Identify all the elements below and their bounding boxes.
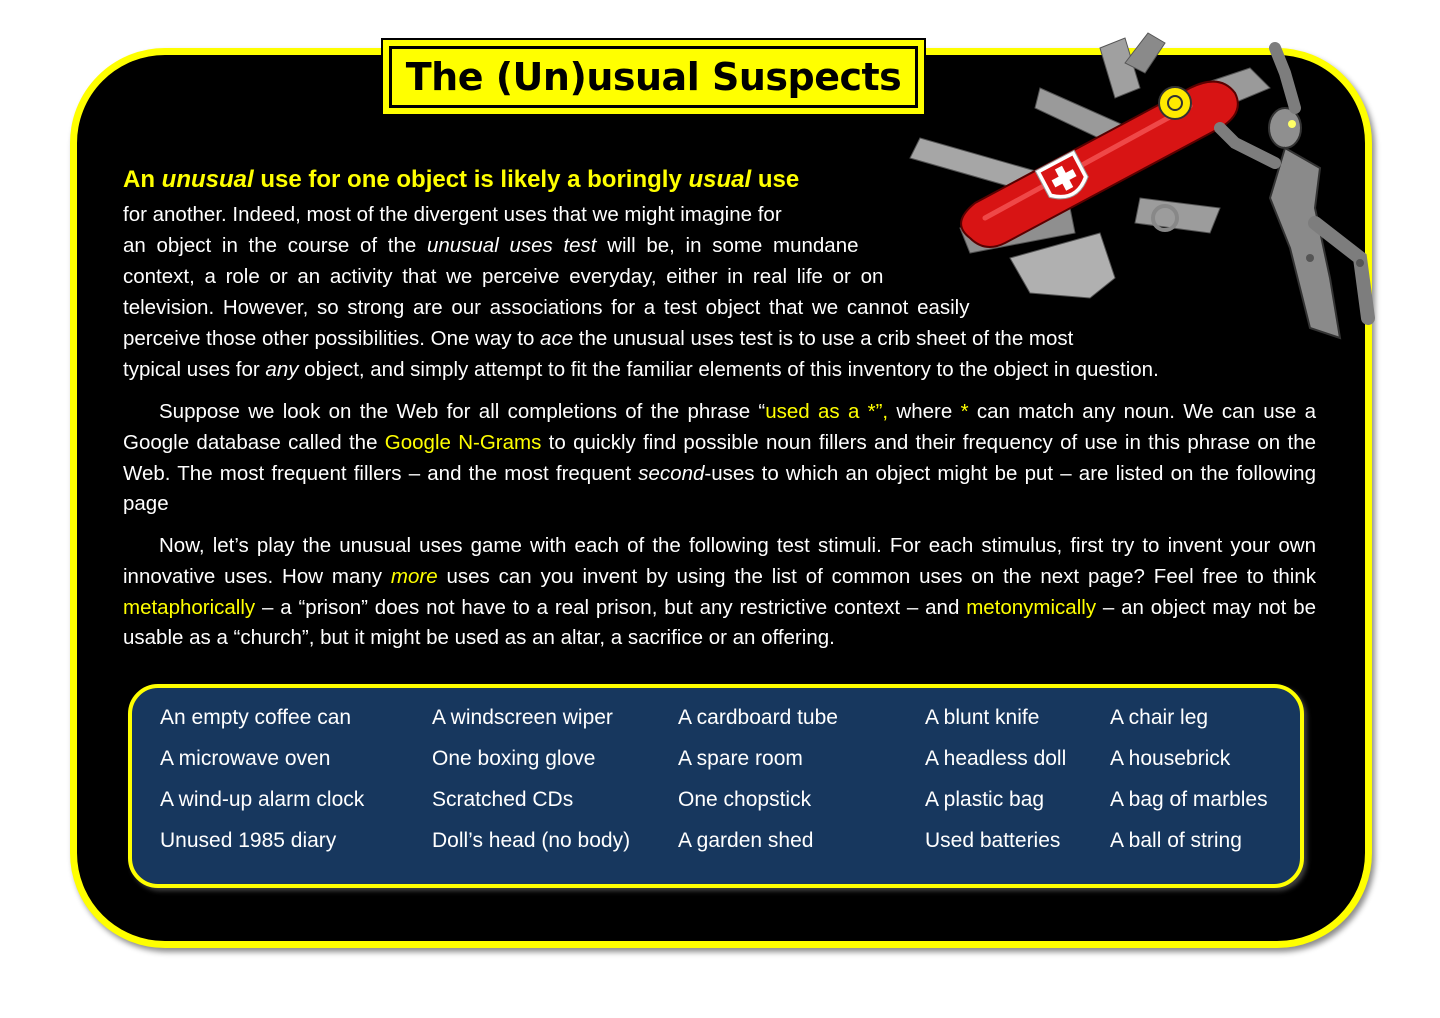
stimulus-item: A plastic bag — [925, 788, 1045, 811]
stimulus-item: A chair leg — [1110, 706, 1209, 729]
stimulus-item: A bag of marbles — [1110, 788, 1268, 811]
stimulus-item: A garden shed — [678, 829, 814, 852]
stimulus-item: A ball of string — [1110, 829, 1242, 852]
intro-line-6: typical uses for any object, and simply attempt to fit the familiar elements of this inventory to the object in question. — [123, 358, 1159, 381]
title-box — [381, 38, 926, 116]
section-heading: An unusual use for one object is likely a boringly usual use — [123, 166, 800, 193]
stimulus-item: Doll’s head (no body) — [432, 829, 631, 852]
intro-line-1: for another. Indeed, most of the divergent uses that we might imagine for — [123, 203, 782, 226]
stimulus-item: Unused 1985 diary — [160, 829, 337, 852]
page-title: The (Un)usual Suspects — [389, 46, 918, 108]
paragraph-game: Now, let’s play the unusual uses game with each of the following test stimuli. For each stimulus, first try to invent your own innovative uses. How many more uses can you invent by using the list of common uses on the next page? Feel free to think metaphorically – a “prison” does not have to a real prison, but any restrictive context – and metonymically – an object may not be usable as a “church”, but it might be used as an altar, a sacrifice or an offering. — [123, 534, 1317, 650]
stimulus-item: Used batteries — [925, 829, 1061, 852]
intro-line-4: television. However, so strong are our associations for a test object that we cannot easily — [123, 296, 970, 319]
paragraph-ngrams: Suppose we look on the Web for all completions of the phrase “used as a *”, where * can match any noun. We can use a Google database called the Google N-Grams to quickly find possible noun fillers and their frequency of use in this phrase on the Web. The most frequent fillers – and the most frequent second-uses to which an object might be put – are listed on the following page — [123, 400, 1316, 516]
stimulus-item: A headless doll — [925, 747, 1067, 770]
stimulus-item: One boxing glove — [432, 747, 596, 770]
stimulus-item: One chopstick — [678, 788, 812, 811]
intro-line-5: perceive those other possibilities. One way to ace the unusual uses test is to use a crib sheet of the most — [123, 327, 1074, 350]
stimulus-item: A cardboard tube — [678, 706, 838, 729]
intro-line-2: an object in the course of the unusual uses test will be, in some mundane — [123, 234, 859, 257]
stimulus-item: A spare room — [678, 747, 803, 770]
stimulus-item: A wind-up alarm clock — [160, 788, 365, 811]
intro-line-3: context, a role or an activity that we perceive everyday, either in real life or on — [123, 265, 884, 288]
stimulus-item: A windscreen wiper — [432, 706, 613, 729]
stimulus-item: A blunt knife — [925, 706, 1040, 729]
stimulus-item: An empty coffee can — [160, 706, 352, 729]
stimulus-item: Scratched CDs — [432, 788, 574, 811]
stimulus-item: A housebrick — [1110, 747, 1231, 770]
stimulus-item: A microwave oven — [160, 747, 331, 770]
